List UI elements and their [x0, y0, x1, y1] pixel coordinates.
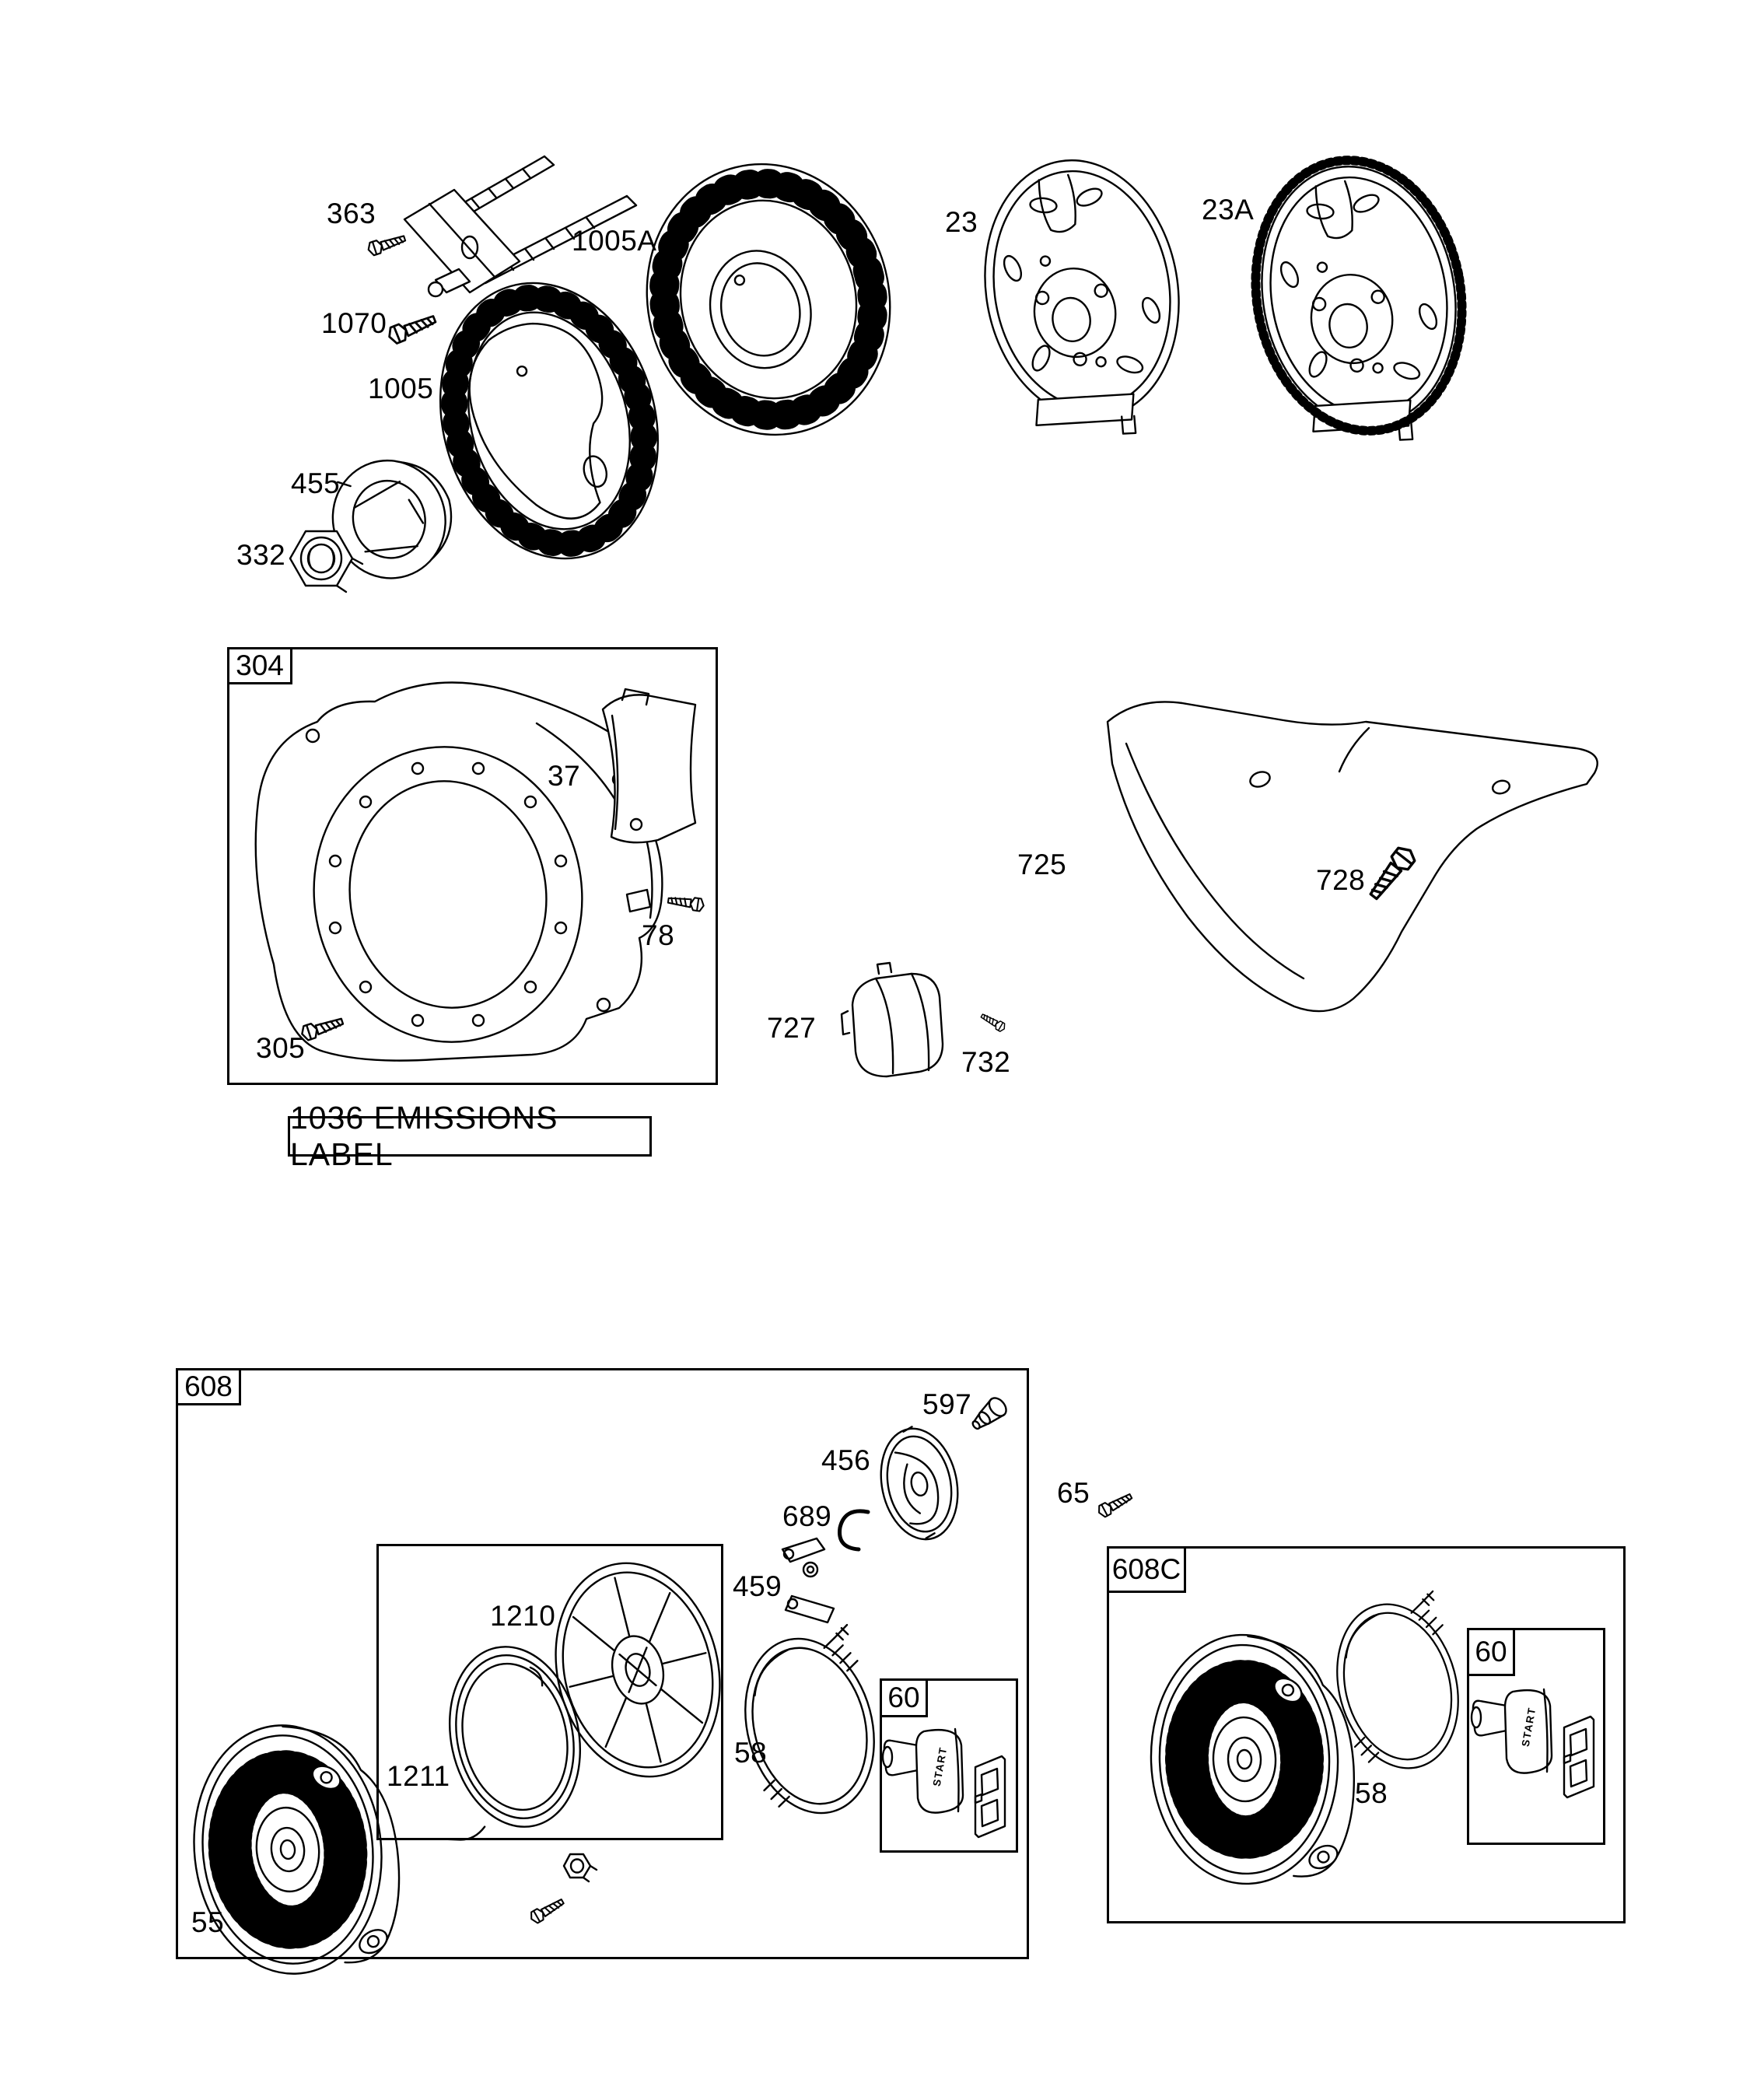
section-box-608-tab [176, 1368, 241, 1405]
grip-box-60-alt [1467, 1628, 1605, 1845]
part-label-58-alt: 58 [1355, 1777, 1388, 1809]
grip-box-60-tab [880, 1678, 928, 1717]
screw-65 [1097, 1491, 1134, 1519]
section-box-608C-label: 608C [1111, 1553, 1181, 1585]
heat-shield-725 [1108, 702, 1598, 1011]
section-box-304-tab [227, 647, 292, 684]
flywheel-23 [965, 145, 1202, 454]
part-label-732: 732 [961, 1046, 1011, 1078]
part-label-58: 58 [734, 1737, 768, 1769]
part-label-37: 37 [548, 760, 581, 792]
part-label-23: 23 [945, 206, 978, 238]
part-label-65: 65 [1057, 1477, 1090, 1509]
part-label-728: 728 [1316, 864, 1366, 896]
part-label-305: 305 [256, 1032, 306, 1064]
part-label-363: 363 [327, 198, 376, 229]
grip-box-60-label: 60 [887, 1682, 920, 1713]
section-box-304-label: 304 [236, 649, 284, 681]
part-label-78: 78 [642, 919, 675, 951]
part-label-725: 725 [1017, 849, 1067, 880]
part-label-455: 455 [291, 467, 341, 499]
part-label-1070: 1070 [321, 307, 387, 339]
part-label-456: 456 [821, 1444, 871, 1476]
grip-box-60-alt-label: 60 [1475, 1636, 1507, 1668]
part-label-1005A: 1005A [572, 225, 657, 257]
part-label-597: 597 [922, 1388, 972, 1420]
pulley-spring-sub-box [376, 1544, 723, 1840]
part-label-689: 689 [782, 1500, 832, 1532]
part-label-459: 459 [733, 1570, 782, 1602]
part-label-1211: 1211 [387, 1760, 450, 1792]
part-label-23A: 23A [1202, 194, 1255, 226]
screw-732 [979, 1012, 1006, 1033]
part-label-727: 727 [767, 1012, 817, 1044]
section-box-608-label: 608 [184, 1370, 233, 1402]
part-label-1210: 1210 [490, 1600, 556, 1632]
start-grip-text: START [930, 1745, 950, 1787]
part-label-332: 332 [236, 539, 286, 571]
emissions-label-text: 1036 EMISSIONS LABEL [290, 1100, 558, 1172]
section-box-304 [227, 647, 718, 1085]
flywheel-fan-1005A [618, 138, 918, 461]
grip-box-60-alt-tab [1467, 1628, 1515, 1676]
section-box-608C-tab [1107, 1546, 1186, 1593]
part-label-1005: 1005 [368, 373, 434, 404]
screw-1070 [387, 311, 438, 345]
grip-box-60 [880, 1678, 1018, 1853]
exhaust-deflector-727 [842, 963, 943, 1076]
part-label-55: 55 [191, 1906, 225, 1938]
emissions-label-box [288, 1100, 652, 1172]
flywheel-ring-gear-23A [1235, 144, 1483, 461]
